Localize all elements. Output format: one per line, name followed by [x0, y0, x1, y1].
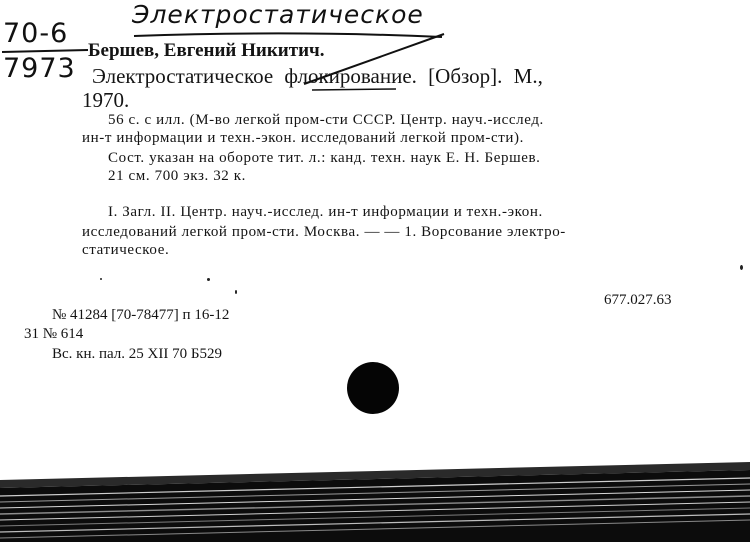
issue-number: 31 № 614 [24, 326, 84, 342]
title-underline [310, 86, 400, 94]
handwritten-heading: Электростатическое [132, 0, 424, 29]
year: 1970. [82, 88, 130, 112]
printing-info: Вс. кн. пал. 25 XII 70 Б529 [52, 346, 222, 362]
tracing-line-1: I. Загл. II. Центр. науч.-исслед. ин-т информации и техн.-экон. [108, 204, 543, 220]
call-number-top: 70-6 [3, 18, 69, 49]
collation-line-2: ин-т информации и техн.-экон. исследований легкой пром-сти). [82, 130, 524, 146]
udc-classification: 677.027.63 [604, 292, 672, 308]
title-line: Электростатическое флокирование. [Обзор]. М., [92, 64, 543, 88]
note-line-2: 21 см. 700 экз. 32 к. [108, 168, 246, 184]
card-bottom-edge [0, 440, 750, 542]
author-heading: Бершев, Евгений Никитич. [88, 40, 325, 61]
tracing-line-3: статическое. [82, 242, 170, 258]
punch-hole [347, 362, 399, 414]
speck [740, 265, 743, 270]
tracing-line-2: исследований легкой пром-сти. Москва. — — 1. Ворсование электро- [82, 224, 566, 240]
speck [100, 278, 102, 280]
speck [207, 278, 210, 281]
call-number-bottom: 7973 [3, 53, 76, 84]
card-number: № 41284 [70-78477] п 16-12 [52, 307, 230, 323]
collation-line-1: 56 с. с илл. (М-во легкой пром-сти СССР. Центр. науч.-исслед. [108, 112, 544, 128]
speck [235, 290, 237, 294]
note-line-1: Сост. указан на обороте тит. л.: канд. техн. наук Е. Н. Бершев. [108, 150, 541, 166]
